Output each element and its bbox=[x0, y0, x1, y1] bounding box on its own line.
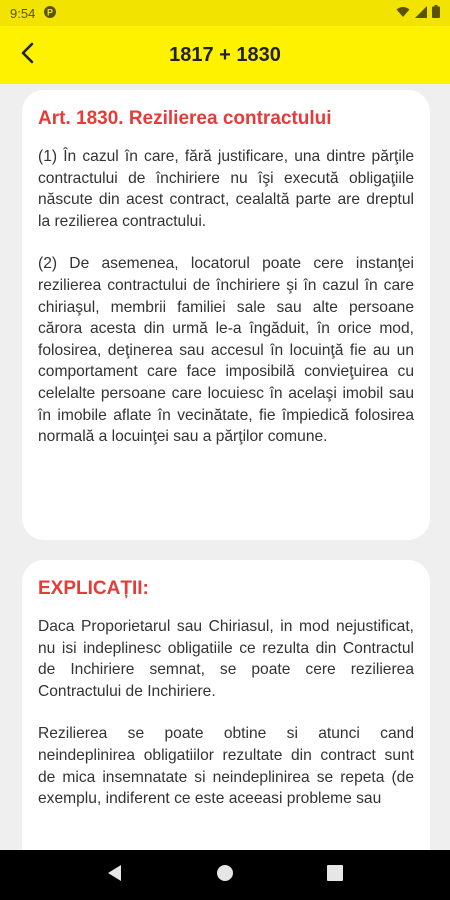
svg-text:P: P bbox=[47, 7, 54, 17]
app-notification-icon bbox=[43, 5, 57, 22]
nav-back-button[interactable] bbox=[95, 855, 135, 895]
explanations-card bbox=[22, 560, 430, 850]
recents-square-icon bbox=[327, 865, 343, 886]
article-card bbox=[22, 90, 430, 540]
back-triangle-icon bbox=[107, 864, 123, 887]
app-bar bbox=[0, 26, 450, 84]
explanations-title: EXPLICAȚII: bbox=[38, 578, 149, 599]
content-scroll-area[interactable] bbox=[0, 84, 450, 850]
system-nav-bar bbox=[0, 850, 450, 900]
explanation-paragraph-2: Rezilierea se poate obtine si atunci cand neindeplinirea obligatiilor rezultate din contract sunt de mica insemnatate si neindeplinirea se repeta (de exemplu, indiferent ce este aceeasi probleme sau bbox=[38, 725, 414, 808]
signal-icon bbox=[415, 6, 427, 21]
back-button[interactable] bbox=[10, 37, 46, 73]
nav-recents-button[interactable] bbox=[315, 855, 355, 895]
home-circle-icon bbox=[216, 864, 234, 887]
nav-home-button[interactable] bbox=[205, 855, 245, 895]
status-bar bbox=[0, 0, 450, 26]
explanation-paragraph-1: Daca Proporietarul sau Chiriasul, in mod nejustificat, nu isi indeplinesc obligatiile ce rezulta din Contractul de Inchiriere semnat, se poate cere rezilierea Contractului de Inchiriere. bbox=[38, 618, 414, 700]
article-paragraph-1: (1) În cazul în care, fără justificare, una dintre părţile contractului de închiriere nu îşi execută obligaţiile născute din acest contract, cealaltă parte are dreptul la rezilierea contractului. bbox=[38, 148, 414, 230]
battery-icon bbox=[432, 5, 440, 21]
status-time: 9:54 bbox=[10, 5, 36, 21]
chevron-left-icon bbox=[20, 42, 36, 69]
page-title: 1817 + 1830 bbox=[169, 43, 281, 66]
wifi-icon bbox=[396, 6, 410, 21]
article-title: Art. 1830. Rezilierea contractului bbox=[38, 108, 332, 129]
article-paragraph-2: (2) De asemenea, locatorul poate cere instanţei rezilierea contractului de închiriere şi în cazul în care chiriaşul, membrii familiei sale sau alte persoane cărora acesta din urmă le-a îngăduit, în orice mod, folosirea, deţinerea sau accesul în locuinţă fie au un comportament care face imposibilă convieţuirea cu celelalte persoane care locuiesc în acelaşi imobil sau în imobile aflate în vecinătate, fie împiedică folosirea normală a locuinţei sau a părţilor comune. bbox=[38, 255, 414, 446]
